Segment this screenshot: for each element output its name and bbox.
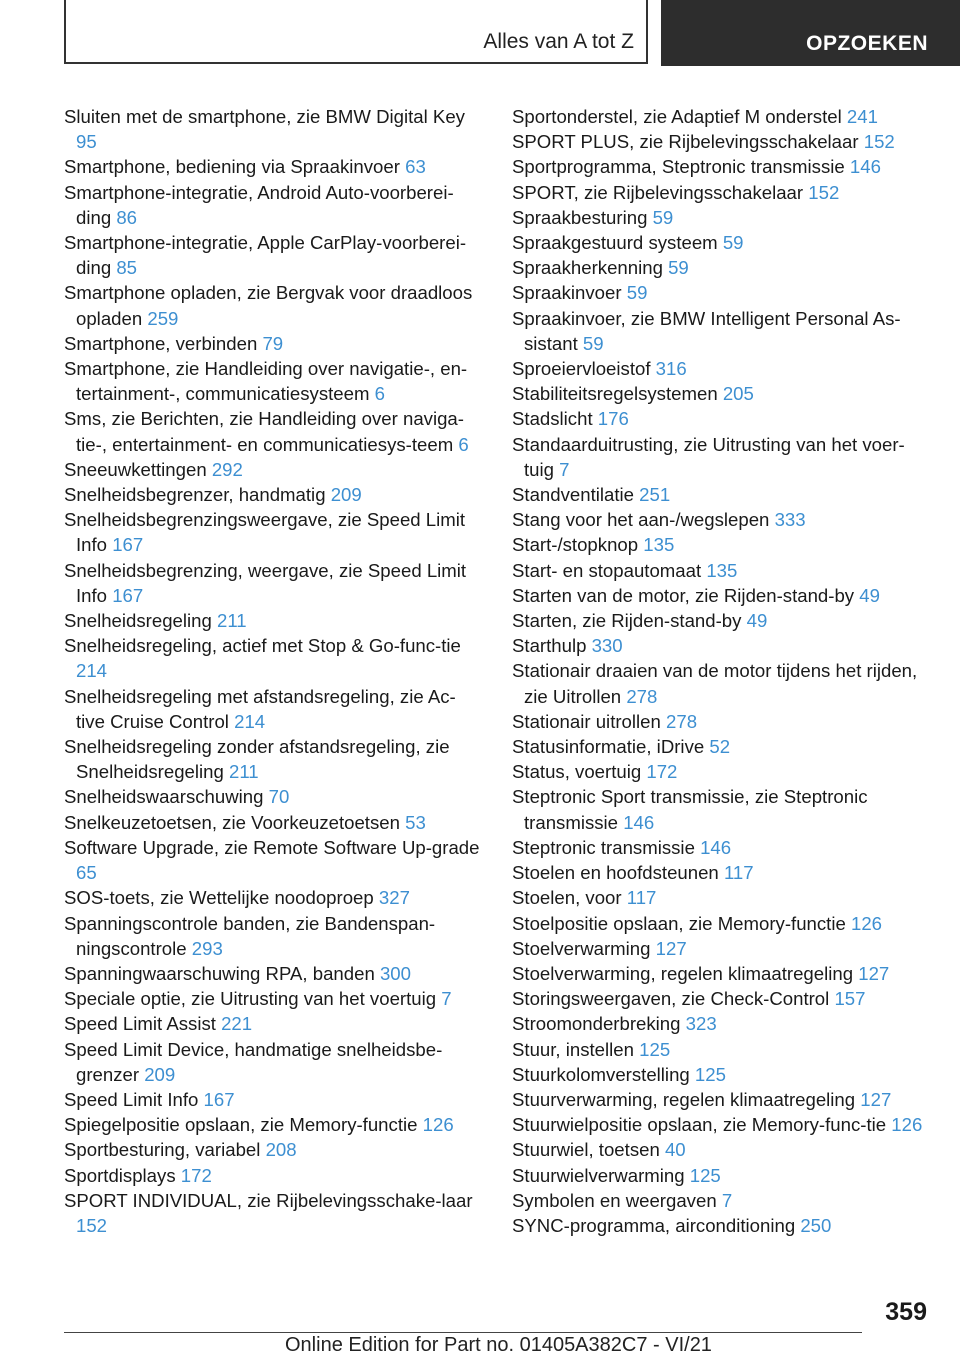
page-link[interactable]: 65 <box>76 862 97 884</box>
index-entry-text: Standventilatie <box>512 484 634 506</box>
page-link[interactable]: 127 <box>655 937 687 959</box>
page-link[interactable]: 251 <box>639 484 671 506</box>
page-link[interactable]: 146 <box>849 156 881 178</box>
index-entry-text: Sportdisplays <box>64 1164 176 1186</box>
index-entry <box>512 885 932 910</box>
index-entry-text: SPORT, zie Rijbelevingsschakelaar <box>512 181 804 203</box>
index-entry <box>64 558 484 608</box>
page-link[interactable]: 167 <box>112 534 144 556</box>
page-link[interactable]: 241 <box>846 106 878 127</box>
page-link[interactable]: 126 <box>422 1114 454 1136</box>
index-entry-text: Stuurkolomverstelling <box>512 1063 690 1085</box>
index-entry-text: Starten, zie Rijden-stand-by <box>512 610 742 632</box>
index-entry <box>512 961 932 986</box>
index-entry-text: Stadslicht <box>512 408 593 430</box>
index-entry <box>512 205 932 230</box>
index-entry <box>512 784 932 834</box>
index-entry-text: Software Upgrade, zie Remote Software Up‐grade <box>64 836 480 858</box>
page-link[interactable]: 152 <box>76 1214 108 1236</box>
index-entry-text: Stuurwielpositie opslaan, zie Memory-func‐tie <box>512 1114 887 1136</box>
page-link[interactable]: 117 <box>723 862 754 884</box>
index-entry-text: Smartphone opladen, zie Bergvak voor draadloos opladen <box>64 282 473 329</box>
page-link[interactable]: 209 <box>144 1063 176 1085</box>
index-entry-text: Steptronic transmissie <box>512 836 695 858</box>
index-entry-text: Stationair draaien van de motor tijdens het rijden, zie Uitrollen <box>512 660 918 707</box>
index-entry-text: Sportbesturing, variabel <box>64 1139 261 1161</box>
index-entry-text: Snelheidsregeling zonder afstandsregeling, zie Snelheidsregeling <box>64 736 450 783</box>
index-entry-text: Sluiten met de smartphone, zie BMW Digital Key <box>64 106 465 127</box>
index-entry <box>512 482 932 507</box>
index-entry <box>64 406 484 456</box>
page-link[interactable]: 59 <box>652 206 674 228</box>
index-entry <box>512 986 932 1011</box>
page-link[interactable]: 125 <box>689 1164 721 1186</box>
index-entry <box>64 104 484 154</box>
page-link[interactable]: 327 <box>378 887 410 909</box>
index-entry-text: Stoelen, voor <box>512 887 622 909</box>
index-entry <box>64 835 484 885</box>
page-link[interactable]: 172 <box>180 1164 212 1186</box>
index-entry <box>512 306 932 356</box>
index-entry <box>64 885 484 910</box>
index-column-right <box>512 104 932 1238</box>
index-entry <box>512 911 932 936</box>
index-entry <box>512 658 932 708</box>
index-entry-text: Snelheidsbegrenzer, handmatig <box>64 484 326 506</box>
index-entry-text: Stabiliteitsregelsystemen <box>512 383 718 405</box>
index-entry-text: Sportprogramma, Steptronic transmissie <box>512 156 845 178</box>
page-link[interactable]: 209 <box>330 484 362 506</box>
index-entry-text: Snelheidsregeling met afstandsregeling, zie Ac‐tive Cruise Control <box>64 685 456 732</box>
page-link[interactable]: 211 <box>217 610 247 632</box>
index-entry <box>512 432 932 482</box>
index-entry <box>512 1011 932 1036</box>
index-entry-text: Spraakgestuurd systeem <box>512 232 718 254</box>
page-link[interactable]: 172 <box>646 761 678 783</box>
index-entry <box>64 356 484 406</box>
page-link[interactable]: 49 <box>859 584 880 606</box>
index-entry <box>512 1062 932 1087</box>
index-entry <box>512 406 932 431</box>
page-link[interactable]: 330 <box>591 635 623 657</box>
index-entry-text: Speed Limit Assist <box>64 1013 216 1035</box>
index-entry-text: Sms, zie Berichten, zie Handleiding over naviga‐tie-, entertainment- en communicatiesys‐teem <box>64 408 464 455</box>
index-entry-text: Starten van de motor, zie Rijden-stand-by <box>512 584 855 606</box>
index-entry-text: Snelheidsbegrenzing, weergave, zie Speed Limit Info <box>64 559 467 606</box>
index-entry <box>512 633 932 658</box>
index-entry <box>512 860 932 885</box>
index-entry-text: Symbolen en weergaven <box>512 1189 717 1211</box>
index-entry-text: Stoelverwarming, regelen klimaatregeling <box>512 962 854 984</box>
page-link[interactable]: 7 <box>559 458 570 480</box>
page-link[interactable]: 300 <box>379 962 411 984</box>
page-link[interactable]: 316 <box>655 358 687 380</box>
page-link[interactable]: 221 <box>221 1013 253 1035</box>
page-link[interactable]: 323 <box>685 1013 717 1035</box>
index-entry <box>64 482 484 507</box>
index-entry-text: Storingsweergaven, zie Check-Control <box>512 988 830 1010</box>
index-entry <box>512 734 932 759</box>
index-entry-text: Speciale optie, zie Uitrusting van het voertuig <box>64 988 437 1010</box>
opzoeken-label: OPZOEKEN <box>806 32 928 55</box>
index-entry-text: Sportonderstel, zie Adaptief M onderstel <box>512 106 842 127</box>
index-entry-text: Spraakinvoer <box>512 282 622 304</box>
page-link[interactable]: 176 <box>597 408 629 430</box>
index-entry <box>64 180 484 230</box>
page-link[interactable]: 127 <box>858 962 890 984</box>
page-link[interactable]: 40 <box>664 1139 686 1161</box>
page-link[interactable]: 135 <box>643 534 675 556</box>
index-entry-text: SOS-toets, zie Wettelijke noodoproep <box>64 887 374 909</box>
index-entry <box>64 331 484 356</box>
page-link[interactable]: 125 <box>694 1063 726 1085</box>
index-entry <box>512 381 932 406</box>
index-entry <box>512 532 932 557</box>
index-entry-text: SPORT INDIVIDUAL, zie Rijbelevingsschake‐laar <box>64 1189 473 1211</box>
index-entry-text: Statusinformatie, iDrive <box>512 736 705 758</box>
index-entry-text: Smartphone, zie Handleiding over navigatie-, en‐tertainment-, communicatiesysteem <box>64 358 468 405</box>
index-entry-text: Stroomonderbreking <box>512 1013 681 1035</box>
page-link[interactable]: 146 <box>623 811 655 833</box>
index-entry-text: Smartphone, bediening via Spraakinvoer <box>64 156 400 178</box>
index-entry <box>512 1112 932 1137</box>
index-entry-text: Spraakbesturing <box>512 206 648 228</box>
index-entry-text: Stuurwielverwarming <box>512 1164 685 1186</box>
index-entry <box>512 583 932 608</box>
index-entry-text: Stoelen en hoofdsteunen <box>512 862 719 884</box>
index-entry <box>512 558 932 583</box>
index-entry <box>64 608 484 633</box>
page-link[interactable]: 208 <box>265 1139 297 1161</box>
index-entry <box>64 810 484 835</box>
page-link[interactable]: 333 <box>774 509 806 531</box>
index-entry-text: Stang voor het aan-/wegslepen <box>512 509 770 531</box>
page-link[interactable]: 205 <box>722 383 754 405</box>
index-entry-text: Steptronic Sport transmissie, zie Steptronic transmissie <box>512 786 868 833</box>
index-entry <box>512 180 932 205</box>
page-link[interactable]: 85 <box>116 257 138 279</box>
page-link[interactable]: 293 <box>191 937 223 959</box>
index-entry-text: Sproeiervloeistof <box>512 358 651 380</box>
index-entry <box>512 356 932 381</box>
page-link[interactable]: 278 <box>666 710 698 732</box>
index-entry-text: Spraakinvoer, zie BMW Intelligent Personal As‐sistant <box>512 307 901 354</box>
page-link[interactable]: 59 <box>668 257 689 279</box>
index-entry <box>64 784 484 809</box>
index-entry-text: Status, voertuig <box>512 761 642 783</box>
index-entry <box>512 280 932 305</box>
index-entry <box>64 457 484 482</box>
index-entry <box>512 608 932 633</box>
index-entry-text: Stuurwiel, toetsen <box>512 1139 660 1161</box>
index-entry-text: Stationair uitrollen <box>512 710 661 732</box>
page-link[interactable]: 135 <box>706 559 738 581</box>
index-entry <box>64 1137 484 1162</box>
page-link[interactable]: 6 <box>458 433 469 455</box>
page-link[interactable]: 86 <box>116 206 138 228</box>
index-entry <box>512 936 932 961</box>
index-entry-text: Snelkeuzetoetsen, zie Voorkeuzetoetsen <box>64 811 400 833</box>
index-entry-text: Standaarduitrusting, zie Uitrusting van het voer‐tuig <box>512 433 905 480</box>
index-entry-text: Stoelverwarming <box>512 937 651 959</box>
index-entry <box>64 280 484 330</box>
page-link[interactable]: 157 <box>834 988 866 1010</box>
opzoeken-tab[interactable] <box>661 0 960 66</box>
page-link[interactable]: 59 <box>722 232 744 254</box>
index-entry <box>64 1188 484 1238</box>
index-entry <box>512 709 932 734</box>
index-entry-text: Spanningwaarschuwing RPA, banden <box>64 962 375 984</box>
index-entry <box>512 1037 932 1062</box>
index-entry <box>64 1163 484 1188</box>
index-entry-text: Speed Limit Info <box>64 1088 199 1110</box>
index-entry <box>64 684 484 734</box>
index-entry <box>512 759 932 784</box>
footer-divider <box>64 1332 862 1333</box>
page-number: 359 <box>885 1298 927 1326</box>
index-entry <box>512 1188 932 1213</box>
page-link[interactable]: 59 <box>582 332 604 354</box>
index-entry-text: Smartphone, verbinden <box>64 332 258 354</box>
section-label: Alles van A tot Z <box>483 30 634 53</box>
page-link[interactable]: 250 <box>800 1214 832 1236</box>
page-link[interactable]: 49 <box>746 610 768 632</box>
index-entry <box>64 154 484 179</box>
index-entry-text: Start-/stopknop <box>512 534 639 556</box>
page-link[interactable]: 167 <box>112 584 144 606</box>
index-entry-text: Sneeuwkettingen <box>64 458 207 480</box>
index-entry <box>512 154 932 179</box>
page-link[interactable]: 7 <box>441 988 452 1010</box>
index-entry <box>64 911 484 961</box>
page-link[interactable]: 167 <box>203 1088 235 1110</box>
index-entry <box>512 1213 932 1238</box>
page-link[interactable]: 63 <box>405 156 426 178</box>
page-link[interactable]: 211 <box>229 761 259 783</box>
index-entry <box>64 1112 484 1137</box>
index-entry <box>512 507 932 532</box>
page-link[interactable]: 152 <box>863 131 895 153</box>
index-entry <box>512 255 932 280</box>
index-entry-text: Speed Limit Device, handmatige snelheidsbe‐grenzer <box>64 1038 443 1085</box>
index-entry-text: Snelheidsregeling <box>64 610 212 632</box>
index-entry <box>64 507 484 557</box>
index-entry <box>64 961 484 986</box>
index-entry <box>512 1163 932 1188</box>
index-entry-text: Starthulp <box>512 635 587 657</box>
index-entry <box>64 1087 484 1112</box>
page-link[interactable]: 6 <box>374 383 385 405</box>
page-link[interactable]: 95 <box>76 131 97 153</box>
index-entry <box>512 835 932 860</box>
index-entry-text: Snelheidsregeling, actief met Stop & Go-func‐tie <box>64 635 461 657</box>
section-tab <box>64 0 648 64</box>
index-entry <box>512 1087 932 1112</box>
index-entry-text: Smartphone-integratie, Android Auto-voorberei‐ding <box>64 181 454 228</box>
index-entry <box>512 230 932 255</box>
edition-text: Online Edition for Part no. 01405A382C7 - VI/21 <box>285 1334 712 1356</box>
page-link[interactable]: 117 <box>626 887 657 909</box>
page-link[interactable]: 53 <box>405 811 426 833</box>
page-link[interactable]: 70 <box>268 786 290 808</box>
page-link[interactable]: 214 <box>234 710 266 732</box>
index-entry <box>512 104 932 129</box>
page-link[interactable]: 214 <box>76 660 108 682</box>
index-entry <box>64 230 484 280</box>
page-link[interactable]: 79 <box>262 332 284 354</box>
index-entry-text: Stoelpositie opslaan, zie Memory-functie <box>512 912 846 934</box>
index-entry <box>512 1137 932 1162</box>
page-link[interactable]: 292 <box>211 458 243 480</box>
index-entry <box>64 986 484 1011</box>
index-entry <box>64 1011 484 1036</box>
page-link[interactable]: 59 <box>626 282 648 304</box>
index-entry-text: Stuur, instellen <box>512 1038 634 1060</box>
page-link[interactable]: 259 <box>147 307 179 329</box>
index-entry-text: Spanningscontrole banden, zie Bandenspan‐ningscontrole <box>64 912 436 959</box>
index-entry-text: Snelheidswaarschuwing <box>64 786 264 808</box>
index-entry <box>64 633 484 683</box>
page-link[interactable]: 146 <box>700 836 732 858</box>
page-link[interactable]: 125 <box>639 1038 671 1060</box>
index-column-left <box>64 104 484 1238</box>
index-entry-text: Spraakherkenning <box>512 257 663 279</box>
page-link[interactable]: 126 <box>851 912 883 934</box>
index-entry <box>512 129 932 154</box>
page-link[interactable]: 152 <box>808 181 840 203</box>
page-link[interactable]: 126 <box>891 1114 923 1136</box>
index-entry-text: Snelheidsbegrenzingsweergave, zie Speed Limit Info <box>64 509 466 556</box>
index-entry-text: Spiegelpositie opslaan, zie Memory-functie <box>64 1114 418 1136</box>
index-entry <box>64 734 484 784</box>
page-header <box>0 0 960 66</box>
page-link[interactable]: 127 <box>860 1088 892 1110</box>
page-link[interactable]: 278 <box>626 685 658 707</box>
index-entry-text: Stuurverwarming, regelen klimaatregeling <box>512 1088 856 1110</box>
index-entry-text: Smartphone-integratie, Apple CarPlay-voorberei‐ding <box>64 232 467 279</box>
page-link[interactable]: 52 <box>709 736 731 758</box>
index-entry-text: SPORT PLUS, zie Rijbelevingsschakelaar <box>512 131 859 153</box>
page-link[interactable]: 7 <box>721 1189 733 1211</box>
index-entry <box>64 1037 484 1087</box>
index-entry-text: SYNC-programma, airconditioning <box>512 1214 796 1236</box>
index-entry-text: Start- en stopautomaat <box>512 559 702 581</box>
